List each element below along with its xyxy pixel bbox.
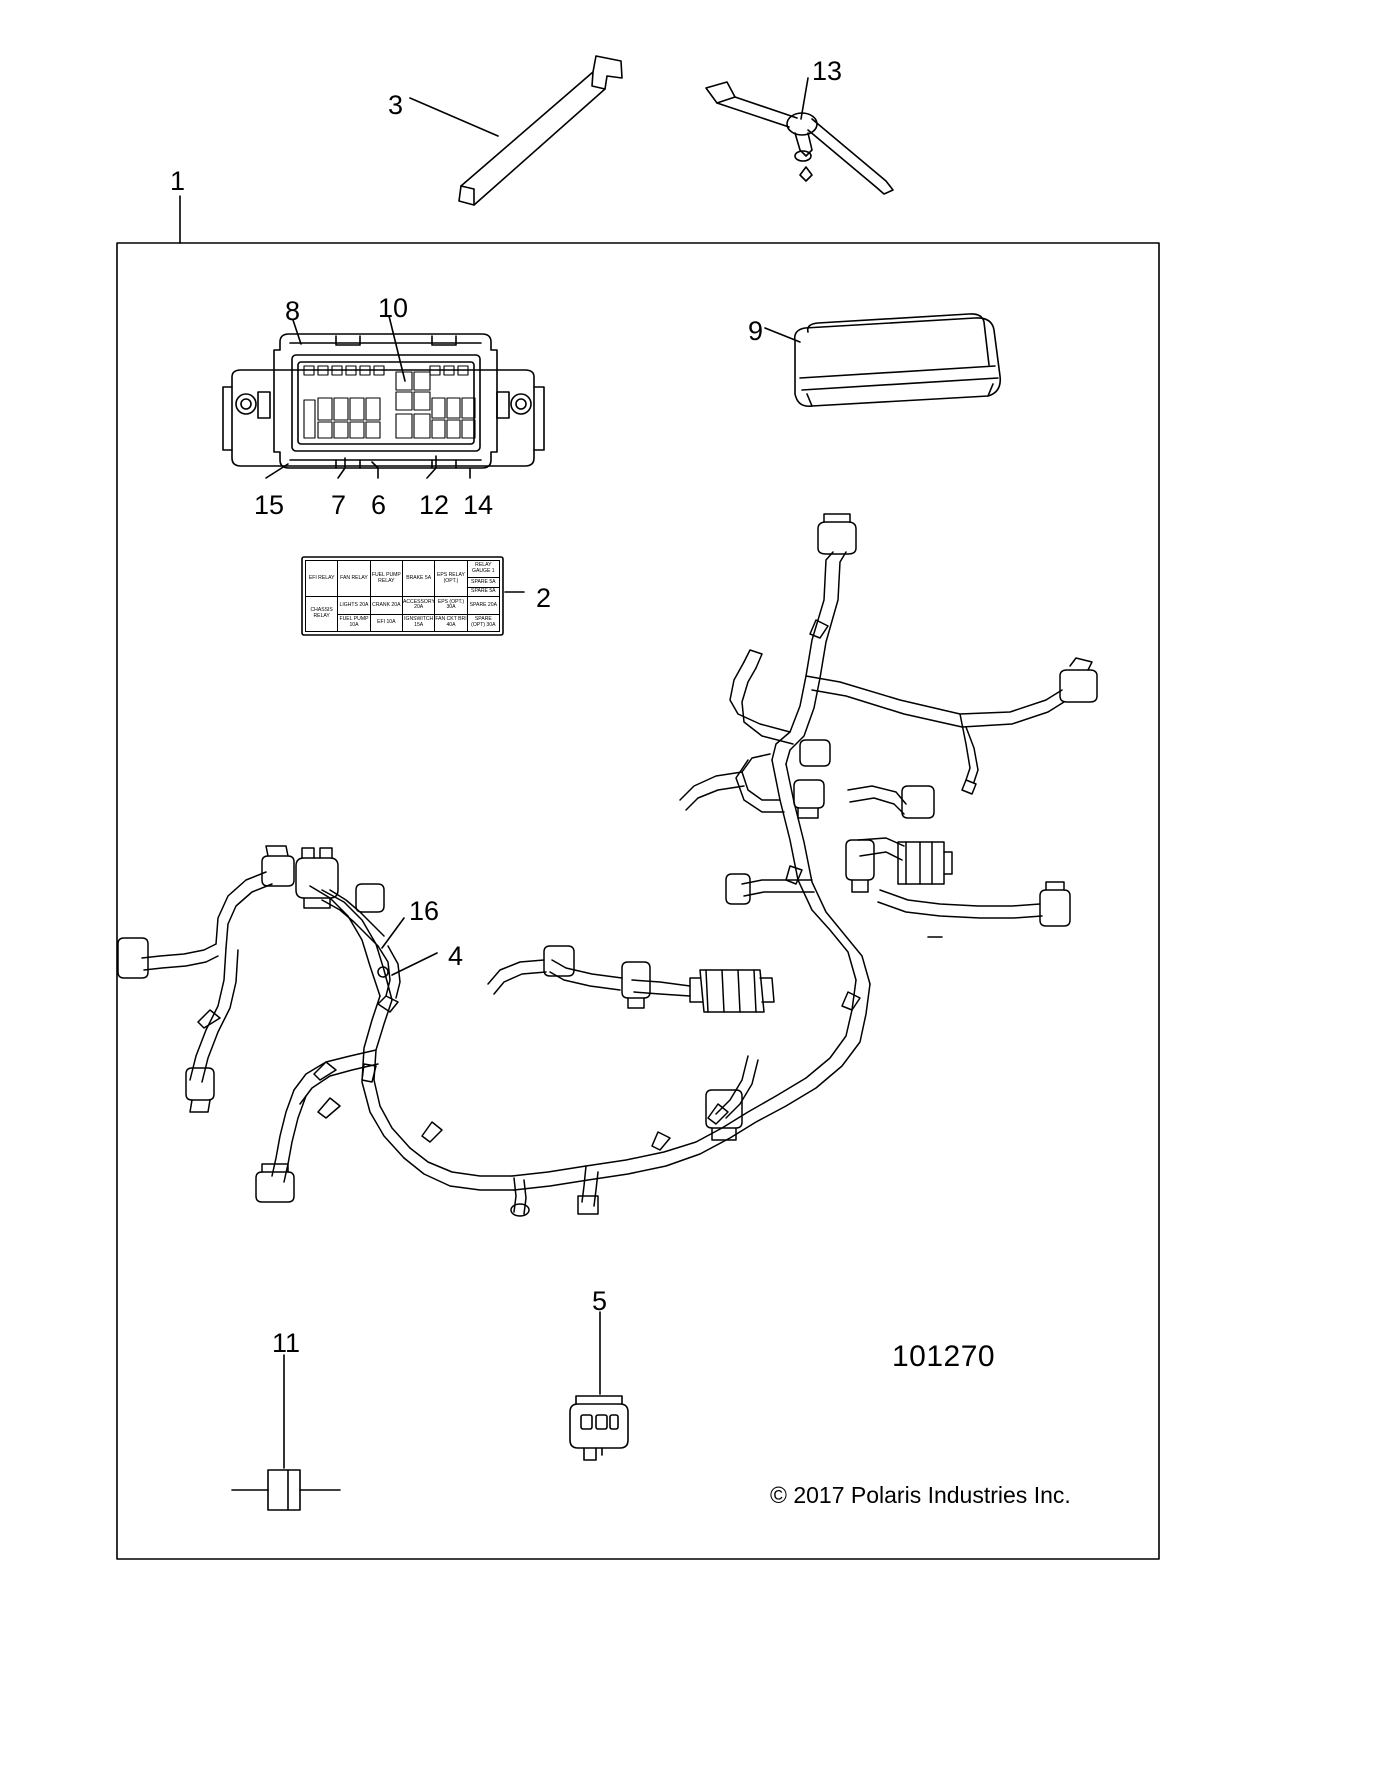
- callout-15: 15: [254, 490, 285, 520]
- callout-10: 10: [378, 293, 409, 323]
- copyright-notice: © 2017 Polaris Industries Inc.: [770, 1482, 1071, 1508]
- leader-3: [410, 98, 498, 136]
- callout-6: 6: [371, 490, 387, 520]
- callout-1: 1: [170, 166, 186, 196]
- decal-cell: EFI 10A: [370, 614, 402, 631]
- decal-cell: RELAY GAUGE 1: [467, 561, 499, 578]
- callout-11: 11: [272, 1328, 301, 1358]
- leader-16: [382, 918, 404, 948]
- decal-cell: EFI RELAY: [306, 561, 338, 597]
- decal-cell: SPARE 5A: [467, 587, 499, 596]
- callout-7: 7: [331, 490, 347, 520]
- decal-cell: ACCESSORY 20A: [402, 597, 434, 614]
- decal-cell: CRANK 20A: [370, 597, 402, 614]
- decal-cell: FAN CKT BRI 40A: [435, 614, 467, 631]
- fuse-box-assembly: [223, 334, 544, 468]
- decal-cell: SPARE 5A: [467, 578, 499, 587]
- part-5-connector: [570, 1396, 628, 1460]
- callout-14: 14: [463, 490, 494, 520]
- callout-12: 12: [419, 490, 450, 520]
- callout-8: 8: [285, 296, 301, 326]
- part-13-tie-mount: [706, 82, 893, 194]
- decal-cell: EPS (OPT.) 30A: [435, 597, 467, 614]
- decal-cell: SPARE 20A: [467, 597, 499, 614]
- decal-cell: CHASSIS RELAY: [306, 597, 338, 632]
- wire-harness: [118, 514, 1097, 1216]
- decal-cell: BRAKE 5A: [402, 561, 434, 597]
- callout-13: 13: [812, 56, 843, 86]
- decal-cell: LIGHTS 20A: [338, 597, 370, 614]
- leader-10: [389, 316, 405, 381]
- callout-16: 16: [409, 896, 440, 926]
- callout-5: 5: [592, 1286, 608, 1316]
- part-11-diode: [232, 1470, 340, 1510]
- diagram-part-number: 101270: [892, 1340, 996, 1373]
- decal-cell: FUEL PUMP 10A: [338, 614, 370, 631]
- callout-9: 9: [748, 316, 764, 346]
- decal-cell: SPARE (OPT) 30A: [467, 614, 499, 631]
- callout-3: 3: [388, 90, 404, 120]
- decal-cell: IGNSWITCH 15A: [402, 614, 434, 631]
- callout-4: 4: [448, 941, 464, 971]
- decal-cell: EPS RELAY (OPT.): [435, 561, 467, 597]
- decal-cell: FUEL PUMP RELAY: [370, 561, 402, 597]
- part-9-cover: [795, 314, 1001, 406]
- leader-6: [372, 462, 378, 478]
- fuse-relay-decal-table: [305, 560, 500, 632]
- callout-2: 2: [536, 583, 552, 613]
- decal-cell: FAN RELAY: [338, 561, 370, 597]
